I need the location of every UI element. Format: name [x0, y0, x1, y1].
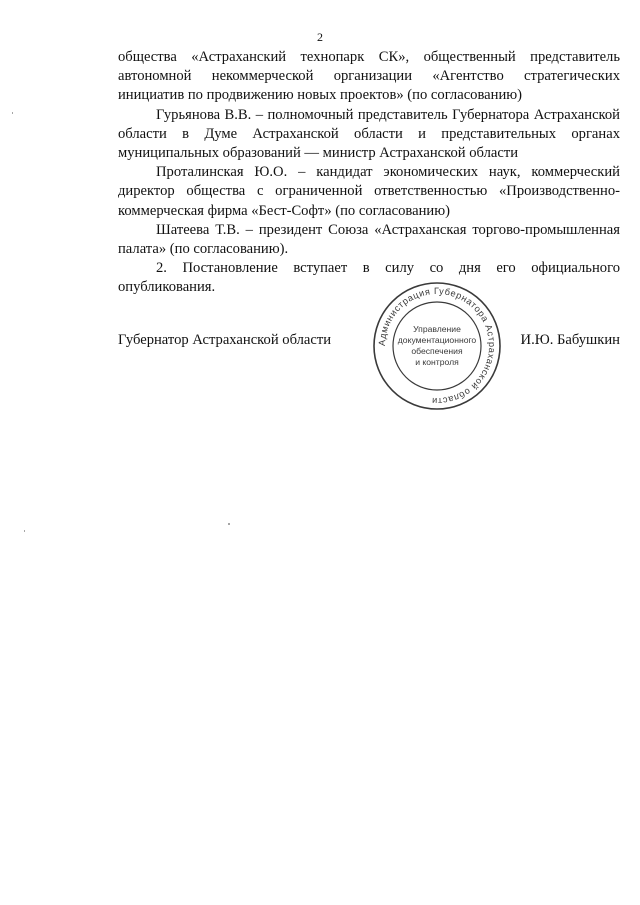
paragraph-guryanova: Гурьянова В.В. – полномочный представитель Губернатора Астраханской области в Думе Астраханской области и представительных органах муниципальных образований — министр Астраханской области	[118, 106, 620, 162]
signer-title: Губернатор Астраханской области	[118, 332, 332, 348]
scan-speck	[228, 523, 230, 525]
seal-center-line-4: и контроля	[415, 357, 459, 367]
seal-center-line-3: обеспечения	[411, 346, 463, 356]
document-body	[118, 48, 620, 298]
paragraph-continuation: общества «Астраханский технопарк СК», общественный представитель автономной некоммерческой организации «Агентство стратегических инициатив по продвижению новых проектов» (по согласованию)	[118, 49, 620, 104]
seal-ring-text: Администрация Губернатора Астраханской области	[376, 285, 498, 407]
signer-name: И.Ю. Бабушкин	[520, 332, 620, 348]
paragraph-shateeva: Шатеева Т.В. – президент Союза «Астраханская торгово-промышленная палата» (по согласованию).	[118, 221, 620, 258]
scan-speck	[12, 112, 13, 114]
paragraph-effective-clause: 2. Постановление вступает в силу со дня его официального опубликования.	[118, 260, 620, 296]
page-number: 2	[317, 30, 323, 44]
signature-block	[118, 330, 620, 354]
official-seal-stamp	[371, 280, 503, 412]
scan-speck	[24, 530, 25, 532]
seal-center-line-1: Управление	[413, 324, 461, 334]
paragraph-protalinskaya: Проталинская Ю.О. – кандидат экономических наук, коммерческий директор общества с ограниченной ответственностью «Производственно-коммерческая фирма «Бест-Софт» (по согласованию)	[118, 164, 620, 219]
seal-center-line-2: документационного	[397, 335, 477, 345]
